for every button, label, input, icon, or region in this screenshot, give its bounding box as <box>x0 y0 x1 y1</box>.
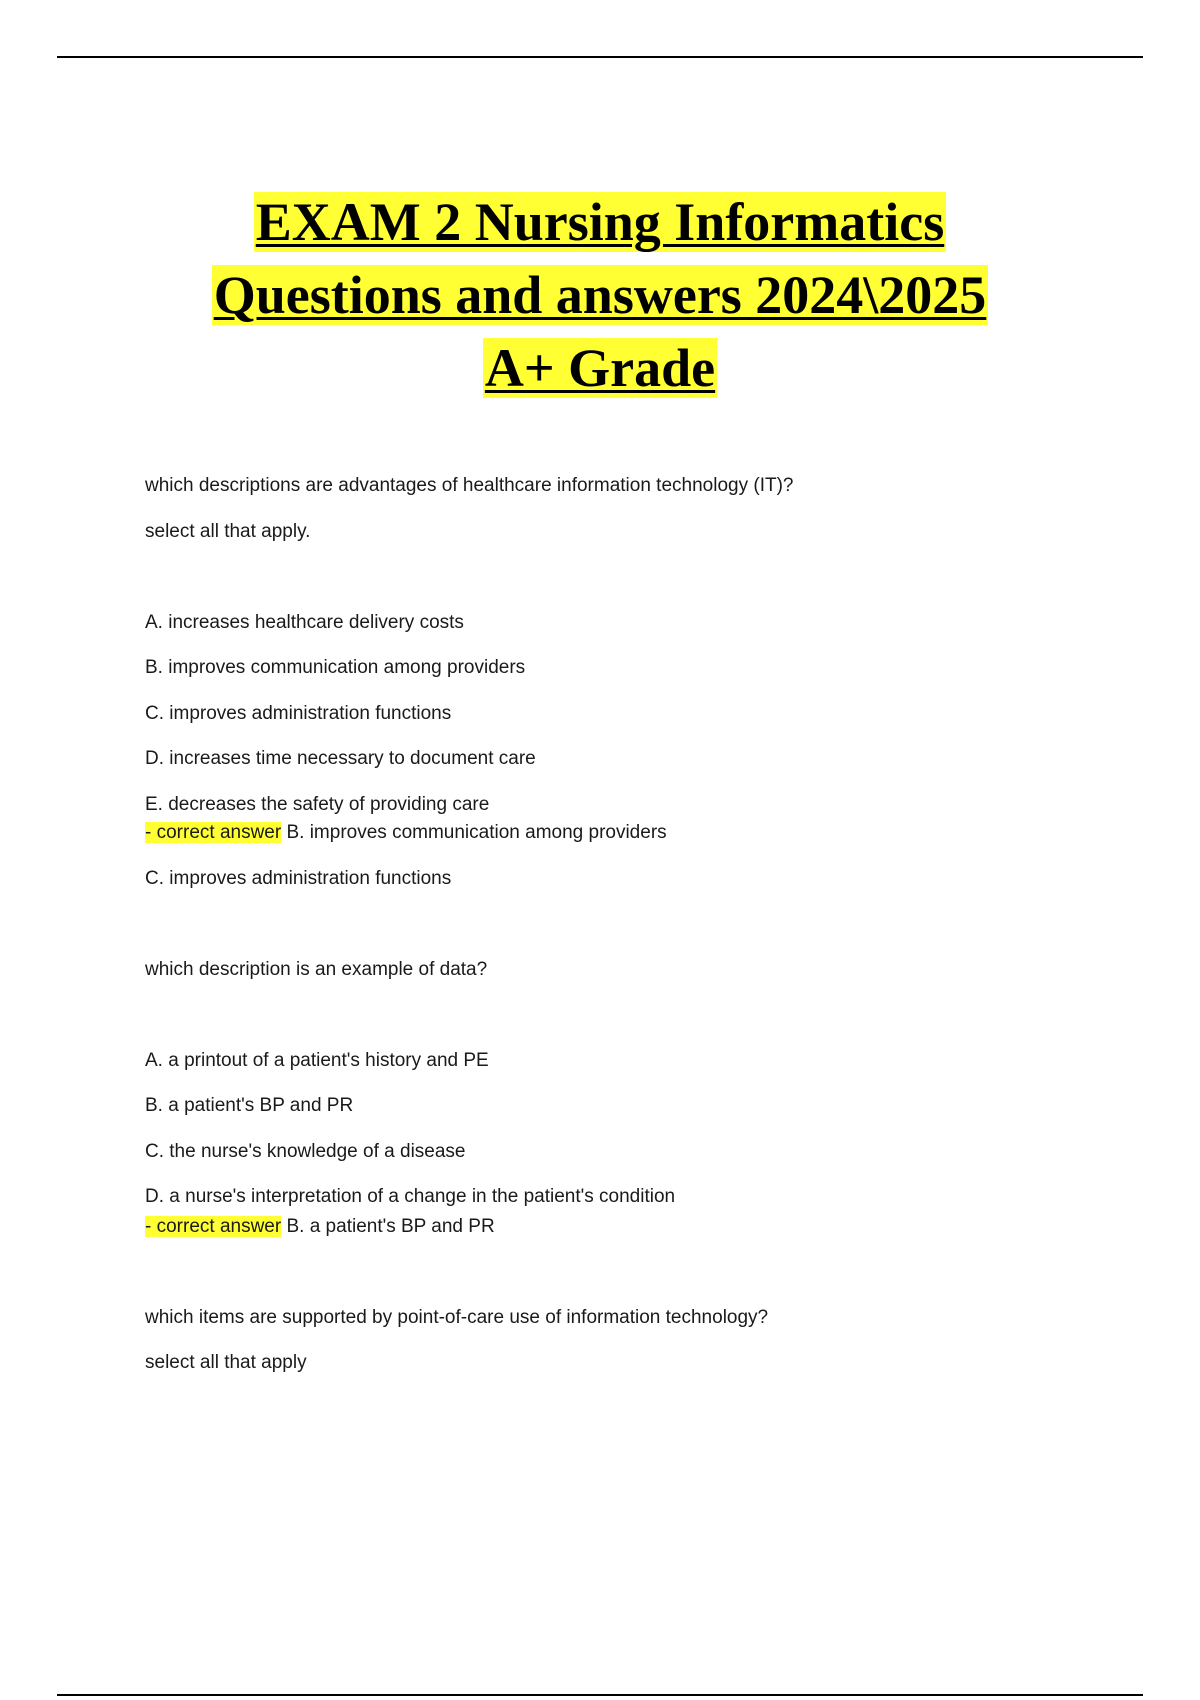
question-1-answer-1: B. improves communication among providers <box>286 822 667 843</box>
footer-rule <box>57 1694 1143 1696</box>
question-1-option-c: C. improves administration functions <box>145 703 452 724</box>
question-1-answer-line <box>145 821 667 845</box>
question-1-option-b: B. improves communication among providers <box>145 657 526 678</box>
question-2-answer-1: B. a patient's BP and PR <box>286 1216 495 1237</box>
question-3-text: which items are supported by point-of-care use of information technology? <box>145 1307 769 1328</box>
question-1-answer-2: C. improves administration functions <box>145 868 452 889</box>
question-1-instruction: select all that apply. <box>145 521 311 542</box>
correct-answer-marker: - correct answer <box>145 822 282 843</box>
question-2-option-b: B. a patient's BP and PR <box>145 1095 354 1116</box>
question-3-instruction: select all that apply <box>145 1352 307 1373</box>
header-rule <box>57 56 1143 58</box>
question-1-option-d: D. increases time necessary to document care <box>145 748 536 769</box>
question-2-text: which description is an example of data? <box>145 959 488 980</box>
title-line-2: Questions and answers 2024\2025 <box>213 265 987 325</box>
correct-answer-marker: - correct answer <box>145 1216 282 1237</box>
question-2-option-a: A. a printout of a patient's history and PE <box>145 1050 489 1071</box>
question-2-option-d: D. a nurse's interpretation of a change in the patient's condition <box>145 1186 676 1207</box>
question-1-text: which descriptions are advantages of healthcare information technology (IT)? <box>145 475 794 496</box>
question-2-option-c: C. the nurse's knowledge of a disease <box>145 1141 466 1162</box>
document-title <box>0 186 1200 405</box>
title-line-3: A+ Grade <box>484 338 716 398</box>
question-1-option-a: A. increases healthcare delivery costs <box>145 612 464 633</box>
question-1-option-e: E. decreases the safety of providing care <box>145 794 490 815</box>
question-2-answer-line <box>145 1215 495 1239</box>
title-line-1: EXAM 2 Nursing Informatics <box>255 192 945 252</box>
